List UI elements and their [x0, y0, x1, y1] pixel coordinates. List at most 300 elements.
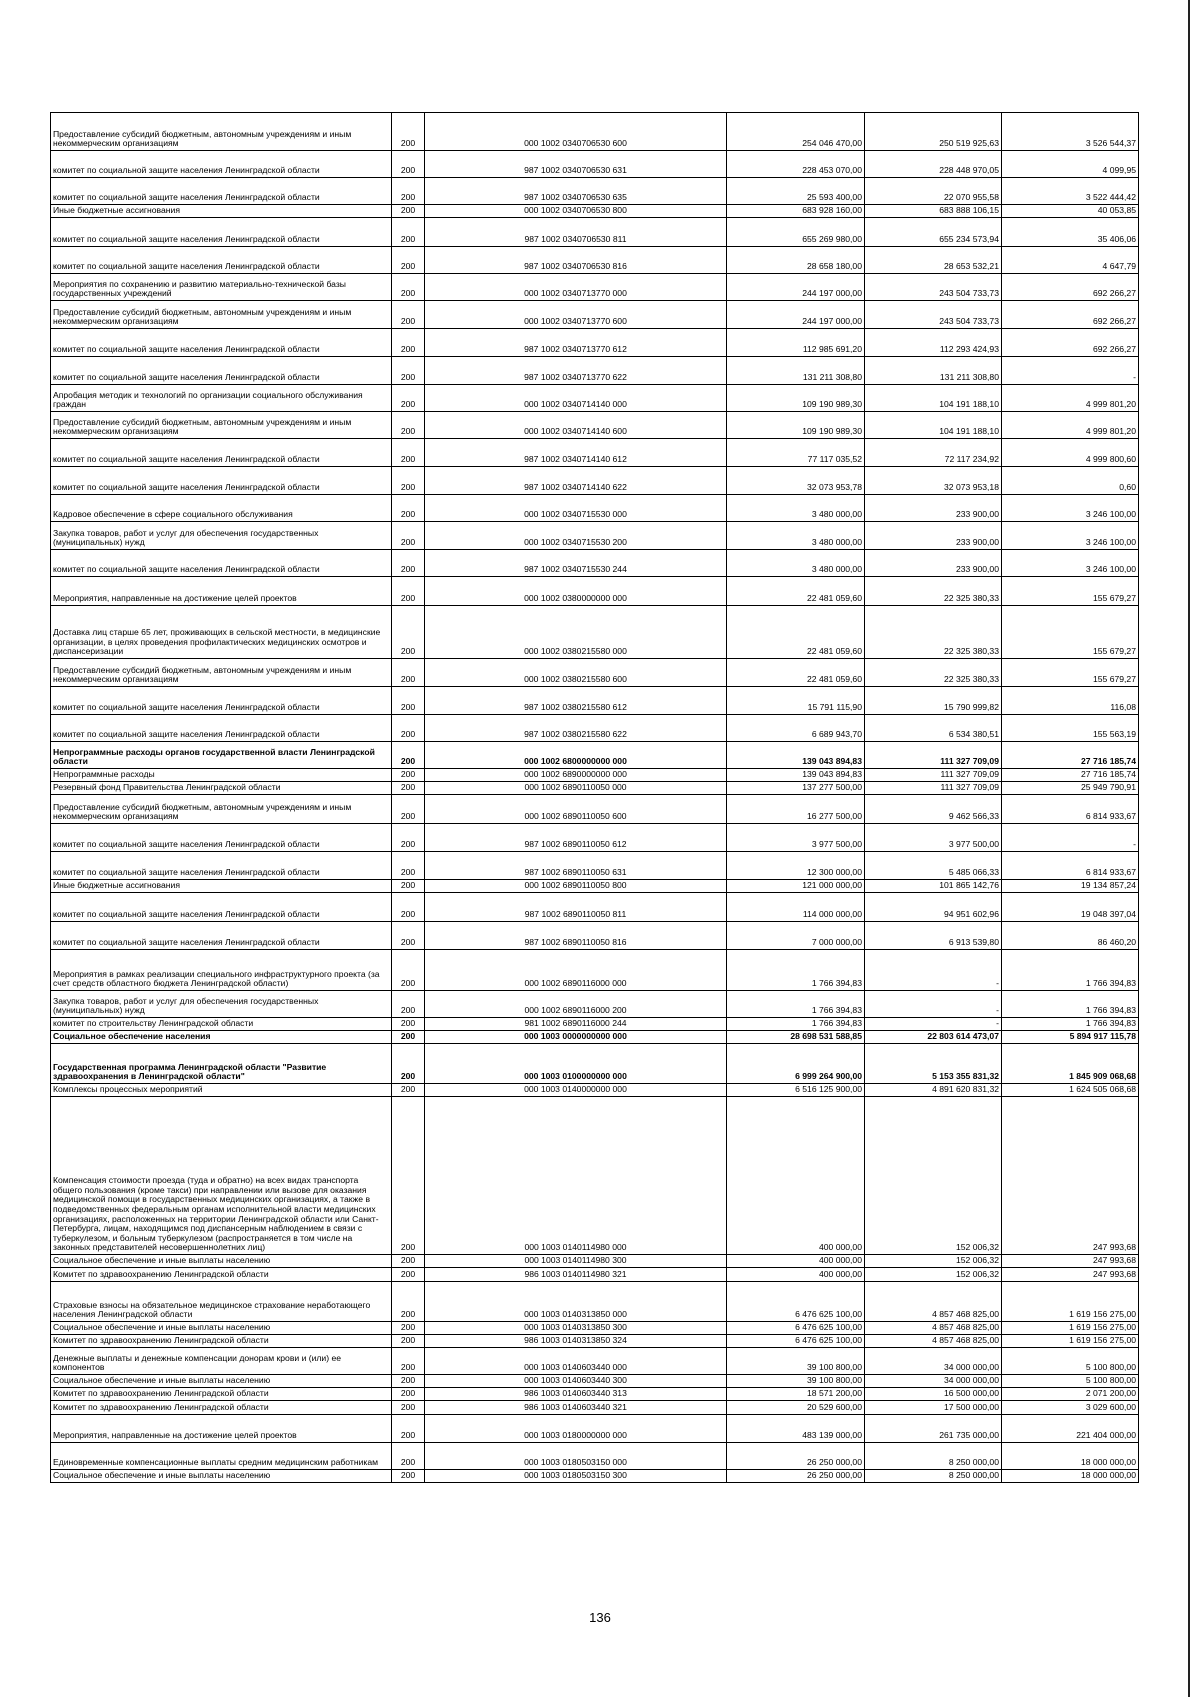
row-exec-cell: 3 977 500,00 — [865, 824, 1002, 852]
row-rest-cell: 247 993,68 — [1002, 1097, 1139, 1255]
row-name-cell: Мероприятия по сохранению и развитию материально-технической базы государственных учреждений — [51, 274, 392, 301]
row-code-cell: 200 — [392, 687, 425, 715]
row-kbk-cell: 000 1002 6890110050 600 — [425, 795, 727, 824]
row-plan-cell: 1 766 394,83 — [727, 1018, 865, 1031]
row-plan-cell: 18 571 200,00 — [727, 1388, 865, 1401]
row-code-cell: 200 — [392, 922, 425, 950]
row-kbk-cell: 000 1003 0100000000 000 — [425, 1044, 727, 1084]
row-exec-cell: 233 900,00 — [865, 495, 1002, 522]
row-rest-cell: 1 619 156 275,00 — [1002, 1282, 1139, 1322]
row-rest-cell: 155 679,27 — [1002, 606, 1139, 659]
row-exec-cell: 22 325 380,33 — [865, 577, 1002, 606]
row-kbk-cell: 000 1003 0140114980 000 — [425, 1097, 727, 1255]
row-name-cell: комитет по социальной защите населения Ленинградской области — [51, 329, 392, 357]
row-plan-cell: 109 190 989,30 — [727, 412, 865, 439]
row-name-cell: Комитет по здравоохранению Ленинградской области — [51, 1388, 392, 1401]
row-rest-cell: 221 404 000,00 — [1002, 1415, 1139, 1443]
row-name-cell: Страховые взносы на обязательное медицинское страхование неработающего населения Ленинградской области — [51, 1282, 392, 1322]
row-kbk-cell: 987 1002 0340706530 811 — [425, 218, 727, 247]
row-name-cell: Государственная программа Ленинградской области "Развитие здравоохранения в Ленинградской области" — [51, 1044, 392, 1084]
row-exec-cell: 72 117 234,92 — [865, 439, 1002, 467]
row-plan-cell: 6 999 264 900,00 — [727, 1044, 865, 1084]
row-name-cell: комитет по социальной защите населения Ленинградской области — [51, 178, 392, 205]
row-plan-cell: 139 043 894,83 — [727, 769, 865, 782]
row-rest-cell: - — [1002, 824, 1139, 852]
row-code-cell: 200 — [392, 782, 425, 795]
row-code-cell: 200 — [392, 1375, 425, 1388]
row-exec-cell: 4 857 468 825,00 — [865, 1322, 1002, 1335]
row-exec-cell: 243 504 733,73 — [865, 274, 1002, 301]
row-exec-cell: - — [865, 950, 1002, 991]
row-kbk-cell: 000 1003 0140603440 300 — [425, 1375, 727, 1388]
table-row — [51, 1375, 1139, 1388]
row-exec-cell: 28 653 532,21 — [865, 247, 1002, 274]
row-name-cell: Иные бюджетные ассигнования — [51, 205, 392, 218]
table-row — [51, 922, 1139, 950]
row-rest-cell: - — [1002, 357, 1139, 385]
row-name-cell: Комитет по здравоохранению Ленинградской области — [51, 1401, 392, 1415]
row-name-cell: Предоставление субсидий бюджетным, автономным учреждениям и иным некоммерческим организациям — [51, 659, 392, 687]
row-exec-cell: - — [865, 991, 1002, 1018]
row-name-cell: Кадровое обеспечение в сфере социального обслуживания — [51, 495, 392, 522]
row-rest-cell: 1 845 909 068,68 — [1002, 1044, 1139, 1084]
row-code-cell: 200 — [392, 577, 425, 606]
row-rest-cell: 4 999 801,20 — [1002, 385, 1139, 412]
row-rest-cell: 155 563,19 — [1002, 715, 1139, 742]
row-name-cell: Социальное обеспечение и иные выплаты населению — [51, 1470, 392, 1483]
table-row — [51, 522, 1139, 550]
row-code-cell: 200 — [392, 178, 425, 205]
row-kbk-cell: 987 1002 6890110050 816 — [425, 922, 727, 950]
row-kbk-cell: 981 1002 6890116000 244 — [425, 1018, 727, 1031]
row-name-cell: Единовременные компенсационные выплаты средним медицинским работникам — [51, 1443, 392, 1470]
table-row — [51, 769, 1139, 782]
row-code-cell: 200 — [392, 880, 425, 893]
table-row — [51, 1401, 1139, 1415]
row-kbk-cell: 987 1002 0340714140 612 — [425, 439, 727, 467]
row-exec-cell: 111 327 709,09 — [865, 782, 1002, 795]
row-name-cell: комитет по социальной защите населения Ленинградской области — [51, 247, 392, 274]
row-name-cell: Социальное обеспечение и иные выплаты населению — [51, 1375, 392, 1388]
row-name-cell: Предоставление субсидий бюджетным, автономным учреждениям и иным некоммерческим организациям — [51, 113, 392, 151]
table-row — [51, 1282, 1139, 1322]
table-row — [51, 824, 1139, 852]
row-exec-cell: 233 900,00 — [865, 550, 1002, 577]
row-rest-cell: 0,60 — [1002, 467, 1139, 495]
row-kbk-cell: 000 1003 0140114980 300 — [425, 1255, 727, 1268]
row-exec-cell: 6 913 539,80 — [865, 922, 1002, 950]
row-name-cell: Социальное обеспечение и иные выплаты населению — [51, 1322, 392, 1335]
row-exec-cell: 9 462 566,33 — [865, 795, 1002, 824]
row-name-cell: Комплексы процессных мероприятий — [51, 1084, 392, 1097]
row-kbk-cell: 000 1003 0140000000 000 — [425, 1084, 727, 1097]
row-kbk-cell: 000 1002 6890110050 000 — [425, 782, 727, 795]
table-row — [51, 1018, 1139, 1031]
row-code-cell: 200 — [392, 1268, 425, 1282]
row-exec-cell: 5 485 066,33 — [865, 852, 1002, 880]
row-rest-cell: 3 246 100,00 — [1002, 550, 1139, 577]
row-exec-cell: 22 325 380,33 — [865, 659, 1002, 687]
row-kbk-cell: 987 1002 0340715530 244 — [425, 550, 727, 577]
row-exec-cell: 34 000 000,00 — [865, 1375, 1002, 1388]
row-rest-cell: 19 048 397,04 — [1002, 893, 1139, 922]
row-kbk-cell: 000 1002 0380215580 000 — [425, 606, 727, 659]
row-kbk-cell: 000 1002 0340713770 600 — [425, 301, 727, 329]
row-plan-cell: 683 928 160,00 — [727, 205, 865, 218]
table-row — [51, 247, 1139, 274]
row-code-cell: 200 — [392, 1322, 425, 1335]
row-kbk-cell: 000 1003 0140603440 000 — [425, 1348, 727, 1375]
row-code-cell: 200 — [392, 301, 425, 329]
row-kbk-cell: 000 1002 6890116000 200 — [425, 991, 727, 1018]
page-number: 136 — [589, 1610, 611, 1625]
row-plan-cell: 28 698 531 588,85 — [727, 1031, 865, 1044]
row-exec-cell: 22 803 614 473,07 — [865, 1031, 1002, 1044]
row-rest-cell: 3 526 544,37 — [1002, 113, 1139, 151]
row-rest-cell: 692 266,27 — [1002, 329, 1139, 357]
row-plan-cell: 121 000 000,00 — [727, 880, 865, 893]
row-exec-cell: 152 006,32 — [865, 1268, 1002, 1282]
row-kbk-cell: 000 1002 6800000000 000 — [425, 742, 727, 769]
budget-execution-table — [50, 112, 1139, 1483]
row-rest-cell: 18 000 000,00 — [1002, 1470, 1139, 1483]
row-code-cell: 200 — [392, 824, 425, 852]
row-rest-cell: 4 999 801,20 — [1002, 412, 1139, 439]
row-rest-cell: 5 100 800,00 — [1002, 1375, 1139, 1388]
row-exec-cell: 112 293 424,93 — [865, 329, 1002, 357]
table-row — [51, 950, 1139, 991]
row-kbk-cell: 000 1003 0180503150 300 — [425, 1470, 727, 1483]
row-exec-cell: 104 191 188,10 — [865, 412, 1002, 439]
row-kbk-cell: 987 1002 0340713770 622 — [425, 357, 727, 385]
row-code-cell: 200 — [392, 439, 425, 467]
row-rest-cell: 3 246 100,00 — [1002, 522, 1139, 550]
row-code-cell: 200 — [392, 950, 425, 991]
table-row — [51, 852, 1139, 880]
row-plan-cell: 3 977 500,00 — [727, 824, 865, 852]
table-row — [51, 1322, 1139, 1335]
row-plan-cell: 483 139 000,00 — [727, 1415, 865, 1443]
row-kbk-cell: 987 1002 0340706530 816 — [425, 247, 727, 274]
row-kbk-cell: 000 1003 0140313850 300 — [425, 1322, 727, 1335]
row-plan-cell: 655 269 980,00 — [727, 218, 865, 247]
row-plan-cell: 6 476 625 100,00 — [727, 1282, 865, 1322]
row-code-cell: 200 — [392, 218, 425, 247]
row-exec-cell: 34 000 000,00 — [865, 1348, 1002, 1375]
row-plan-cell: 228 453 070,00 — [727, 151, 865, 178]
row-plan-cell: 39 100 800,00 — [727, 1348, 865, 1375]
row-name-cell: Комитет по здравоохранению Ленинградской области — [51, 1268, 392, 1282]
row-code-cell: 200 — [392, 991, 425, 1018]
row-code-cell: 200 — [392, 769, 425, 782]
row-kbk-cell: 000 1002 6890116000 000 — [425, 950, 727, 991]
table-row — [51, 795, 1139, 824]
row-plan-cell: 26 250 000,00 — [727, 1443, 865, 1470]
row-code-cell: 200 — [392, 274, 425, 301]
row-rest-cell: 4 099,95 — [1002, 151, 1139, 178]
row-code-cell: 200 — [392, 659, 425, 687]
row-rest-cell: 1 766 394,83 — [1002, 991, 1139, 1018]
row-plan-cell: 15 791 115,90 — [727, 687, 865, 715]
row-code-cell: 200 — [392, 852, 425, 880]
row-kbk-cell: 000 1002 0340715530 200 — [425, 522, 727, 550]
row-plan-cell: 112 985 691,20 — [727, 329, 865, 357]
row-rest-cell: 40 053,85 — [1002, 205, 1139, 218]
row-plan-cell: 28 658 180,00 — [727, 247, 865, 274]
row-rest-cell: 692 266,27 — [1002, 301, 1139, 329]
table-row — [51, 1097, 1139, 1255]
row-kbk-cell: 000 1003 0180000000 000 — [425, 1415, 727, 1443]
row-name-cell: комитет по социальной защите населения Ленинградской области — [51, 467, 392, 495]
row-name-cell: комитет по строительству Ленинградской области — [51, 1018, 392, 1031]
table-row — [51, 113, 1139, 151]
row-code-cell: 200 — [392, 205, 425, 218]
row-code-cell: 200 — [392, 1415, 425, 1443]
row-name-cell: комитет по социальной защите населения Ленинградской области — [51, 715, 392, 742]
row-kbk-cell: 987 1002 0340706530 635 — [425, 178, 727, 205]
row-code-cell: 200 — [392, 412, 425, 439]
row-plan-cell: 400 000,00 — [727, 1097, 865, 1255]
row-rest-cell: 27 716 185,74 — [1002, 742, 1139, 769]
row-code-cell: 200 — [392, 467, 425, 495]
row-plan-cell: 20 529 600,00 — [727, 1401, 865, 1415]
row-plan-cell: 244 197 000,00 — [727, 301, 865, 329]
row-name-cell: комитет по социальной защите населения Ленинградской области — [51, 922, 392, 950]
table-row — [51, 1348, 1139, 1375]
row-code-cell: 200 — [392, 1282, 425, 1322]
row-exec-cell: 228 448 970,05 — [865, 151, 1002, 178]
row-kbk-cell: 000 1003 0140313850 000 — [425, 1282, 727, 1322]
row-kbk-cell: 986 1003 0140114980 321 — [425, 1268, 727, 1282]
row-name-cell: Комитет по здравоохранению Ленинградской области — [51, 1335, 392, 1348]
row-name-cell: Предоставление субсидий бюджетным, автономным учреждениям и иным некоммерческим организациям — [51, 412, 392, 439]
row-name-cell: Социальное обеспечение населения — [51, 1031, 392, 1044]
row-plan-cell: 400 000,00 — [727, 1255, 865, 1268]
table-row — [51, 606, 1139, 659]
row-exec-cell: 152 006,32 — [865, 1097, 1002, 1255]
row-code-cell: 200 — [392, 357, 425, 385]
row-name-cell: комитет по социальной защите населения Ленинградской области — [51, 893, 392, 922]
table-row — [51, 715, 1139, 742]
row-rest-cell: 35 406,06 — [1002, 218, 1139, 247]
row-plan-cell: 25 593 400,00 — [727, 178, 865, 205]
row-name-cell: Мероприятия, направленные на достижение целей проектов — [51, 1415, 392, 1443]
row-exec-cell: 131 211 308,80 — [865, 357, 1002, 385]
table-row — [51, 1335, 1139, 1348]
row-code-cell: 200 — [392, 606, 425, 659]
table-row — [51, 1443, 1139, 1470]
row-code-cell: 200 — [392, 893, 425, 922]
row-plan-cell: 6 476 625 100,00 — [727, 1322, 865, 1335]
row-name-cell: комитет по социальной защите населения Ленинградской области — [51, 218, 392, 247]
table-row — [51, 205, 1139, 218]
row-exec-cell: - — [865, 1018, 1002, 1031]
row-kbk-cell: 000 1002 0340706530 600 — [425, 113, 727, 151]
row-name-cell: комитет по социальной защите населения Ленинградской области — [51, 151, 392, 178]
row-code-cell: 200 — [392, 1470, 425, 1483]
table-row — [51, 1084, 1139, 1097]
row-kbk-cell: 987 1002 0340714140 622 — [425, 467, 727, 495]
table-row — [51, 385, 1139, 412]
row-code-cell: 200 — [392, 550, 425, 577]
table-row — [51, 301, 1139, 329]
table-row — [51, 550, 1139, 577]
row-rest-cell: 155 679,27 — [1002, 659, 1139, 687]
row-rest-cell: 1 624 505 068,68 — [1002, 1084, 1139, 1097]
row-rest-cell: 155 679,27 — [1002, 577, 1139, 606]
row-rest-cell: 1 766 394,83 — [1002, 950, 1139, 991]
row-plan-cell: 254 046 470,00 — [727, 113, 865, 151]
row-exec-cell: 111 327 709,09 — [865, 742, 1002, 769]
row-kbk-cell: 000 1002 0380000000 000 — [425, 577, 727, 606]
row-rest-cell: 247 993,68 — [1002, 1268, 1139, 1282]
row-name-cell: Денежные выплаты и денежные компенсации донорам крови и (или) ее компонентов — [51, 1348, 392, 1375]
row-kbk-cell: 000 1002 6890110050 800 — [425, 880, 727, 893]
table-row — [51, 1470, 1139, 1483]
row-name-cell: комитет по социальной защите населения Ленинградской области — [51, 687, 392, 715]
row-exec-cell: 22 070 955,58 — [865, 178, 1002, 205]
row-plan-cell: 3 480 000,00 — [727, 550, 865, 577]
row-kbk-cell: 986 1003 0140313850 324 — [425, 1335, 727, 1348]
row-kbk-cell: 987 1002 6890110050 811 — [425, 893, 727, 922]
table-row — [51, 412, 1139, 439]
row-plan-cell: 22 481 059,60 — [727, 606, 865, 659]
row-rest-cell: 1 766 394,83 — [1002, 1018, 1139, 1031]
row-kbk-cell: 000 1002 0340706530 800 — [425, 205, 727, 218]
row-code-cell: 200 — [392, 1084, 425, 1097]
row-kbk-cell: 987 1002 0340713770 612 — [425, 329, 727, 357]
row-name-cell: Закупка товаров, работ и услуг для обеспечения государственных (муниципальных) нужд — [51, 522, 392, 550]
row-code-cell: 200 — [392, 1348, 425, 1375]
row-plan-cell: 6 689 943,70 — [727, 715, 865, 742]
row-kbk-cell: 986 1003 0140603440 321 — [425, 1401, 727, 1415]
row-exec-cell: 4 857 468 825,00 — [865, 1335, 1002, 1348]
row-code-cell: 200 — [392, 522, 425, 550]
row-rest-cell: 3 522 444,42 — [1002, 178, 1139, 205]
row-rest-cell: 4 999 800,60 — [1002, 439, 1139, 467]
row-plan-cell: 26 250 000,00 — [727, 1470, 865, 1483]
row-exec-cell: 22 325 380,33 — [865, 606, 1002, 659]
row-code-cell: 200 — [392, 1097, 425, 1255]
row-rest-cell: 2 071 200,00 — [1002, 1388, 1139, 1401]
row-exec-cell: 6 534 380,51 — [865, 715, 1002, 742]
row-exec-cell: 104 191 188,10 — [865, 385, 1002, 412]
row-exec-cell: 250 519 925,63 — [865, 113, 1002, 151]
row-name-cell: Иные бюджетные ассигнования — [51, 880, 392, 893]
row-name-cell: Социальное обеспечение и иные выплаты населению — [51, 1255, 392, 1268]
row-rest-cell: 3 246 100,00 — [1002, 495, 1139, 522]
row-code-cell: 200 — [392, 495, 425, 522]
row-plan-cell: 6 516 125 900,00 — [727, 1084, 865, 1097]
row-rest-cell: 19 134 857,24 — [1002, 880, 1139, 893]
row-rest-cell: 692 266,27 — [1002, 274, 1139, 301]
row-plan-cell: 109 190 989,30 — [727, 385, 865, 412]
row-kbk-cell: 987 1002 0380215580 612 — [425, 687, 727, 715]
row-exec-cell: 4 891 620 831,32 — [865, 1084, 1002, 1097]
row-name-cell: Закупка товаров, работ и услуг для обеспечения государственных (муниципальных) нужд — [51, 991, 392, 1018]
table-row — [51, 782, 1139, 795]
row-plan-cell: 12 300 000,00 — [727, 852, 865, 880]
row-kbk-cell: 000 1002 0340714140 000 — [425, 385, 727, 412]
table-row — [51, 687, 1139, 715]
row-plan-cell: 114 000 000,00 — [727, 893, 865, 922]
row-code-cell: 200 — [392, 151, 425, 178]
row-exec-cell: 4 857 468 825,00 — [865, 1282, 1002, 1322]
row-rest-cell: 27 716 185,74 — [1002, 769, 1139, 782]
row-name-cell: Непрограммные расходы — [51, 769, 392, 782]
row-exec-cell: 8 250 000,00 — [865, 1470, 1002, 1483]
table-row — [51, 329, 1139, 357]
table-body — [51, 113, 1139, 1483]
row-rest-cell: 25 949 790,91 — [1002, 782, 1139, 795]
row-kbk-cell: 000 1002 0340714140 600 — [425, 412, 727, 439]
row-exec-cell: 683 888 106,15 — [865, 205, 1002, 218]
table-row — [51, 1268, 1139, 1282]
row-exec-cell: 233 900,00 — [865, 522, 1002, 550]
table-row — [51, 218, 1139, 247]
row-rest-cell: 6 814 933,67 — [1002, 852, 1139, 880]
row-exec-cell: 94 951 602,96 — [865, 893, 1002, 922]
table-row — [51, 151, 1139, 178]
row-exec-cell: 15 790 999,82 — [865, 687, 1002, 715]
row-name-cell: Компенсация стоимости проезда (туда и обратно) на всех видах транспорта общего пользования (кроме такси) при направлении или вызове для оказания медицинской помощи в государственных медицинских организациях, а также в подведомственных федеральным органам исполнительной власти медицинских организациях, расположенных на территории Ленинградской области или Санкт-Петербурга, лицам, находящимся под диспансерным наблюдением в связи с туберкулезом, и больным туберкулезом (распространяется в том числе на законных представителей несовершеннолетних лиц) — [51, 1097, 392, 1255]
row-kbk-cell: 987 1002 6890110050 612 — [425, 824, 727, 852]
row-rest-cell: 247 993,68 — [1002, 1255, 1139, 1268]
row-code-cell: 200 — [392, 329, 425, 357]
row-exec-cell: 655 234 573,94 — [865, 218, 1002, 247]
row-plan-cell: 39 100 800,00 — [727, 1375, 865, 1388]
row-code-cell: 200 — [392, 1388, 425, 1401]
row-kbk-cell: 987 1002 0380215580 622 — [425, 715, 727, 742]
table-row — [51, 880, 1139, 893]
row-exec-cell: 152 006,32 — [865, 1255, 1002, 1268]
table-row — [51, 742, 1139, 769]
row-name-cell: комитет по социальной защите населения Ленинградской области — [51, 357, 392, 385]
row-plan-cell: 137 277 500,00 — [727, 782, 865, 795]
row-code-cell: 200 — [392, 1018, 425, 1031]
table-row — [51, 991, 1139, 1018]
row-plan-cell: 3 480 000,00 — [727, 522, 865, 550]
table-row — [51, 1388, 1139, 1401]
table-row — [51, 178, 1139, 205]
row-name-cell: комитет по социальной защите населения Ленинградской области — [51, 550, 392, 577]
row-code-cell: 200 — [392, 1401, 425, 1415]
table-row — [51, 659, 1139, 687]
table-row — [51, 439, 1139, 467]
table-row — [51, 357, 1139, 385]
row-exec-cell: 32 073 953,18 — [865, 467, 1002, 495]
row-rest-cell: 5 100 800,00 — [1002, 1348, 1139, 1375]
row-kbk-cell: 987 1002 6890110050 631 — [425, 852, 727, 880]
row-plan-cell: 7 000 000,00 — [727, 922, 865, 950]
row-rest-cell: 1 619 156 275,00 — [1002, 1335, 1139, 1348]
row-name-cell: Предоставление субсидий бюджетным, автономным учреждениям и иным некоммерческим организациям — [51, 795, 392, 824]
row-exec-cell: 261 735 000,00 — [865, 1415, 1002, 1443]
row-exec-cell: 243 504 733,73 — [865, 301, 1002, 329]
row-plan-cell: 131 211 308,80 — [727, 357, 865, 385]
row-plan-cell: 22 481 059,60 — [727, 659, 865, 687]
row-code-cell: 200 — [392, 715, 425, 742]
row-exec-cell: 111 327 709,09 — [865, 769, 1002, 782]
row-exec-cell: 8 250 000,00 — [865, 1443, 1002, 1470]
row-rest-cell: 1 619 156 275,00 — [1002, 1322, 1139, 1335]
row-exec-cell: 16 500 000,00 — [865, 1388, 1002, 1401]
row-code-cell: 200 — [392, 1443, 425, 1470]
row-kbk-cell: 000 1002 0340713770 000 — [425, 274, 727, 301]
row-rest-cell: 4 647,79 — [1002, 247, 1139, 274]
row-plan-cell: 32 073 953,78 — [727, 467, 865, 495]
row-name-cell: комитет по социальной защите населения Ленинградской области — [51, 439, 392, 467]
